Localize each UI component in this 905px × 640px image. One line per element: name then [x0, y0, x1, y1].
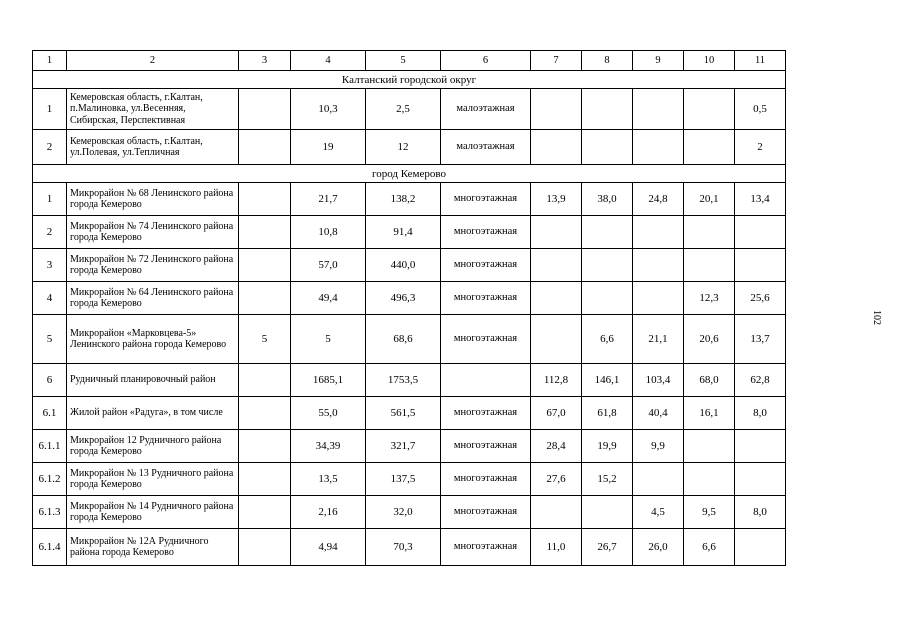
- table-cell-col-3: [239, 130, 291, 165]
- table-cell-col-5: 440,0: [366, 249, 441, 282]
- table-row: [33, 364, 786, 397]
- table-cell-col-8: [582, 89, 633, 130]
- table-cell-col-7: 11,0: [531, 529, 582, 566]
- table-cell-col-4: 21,7: [291, 183, 366, 216]
- table-cell-col-9: 4,5: [633, 496, 684, 529]
- table-cell-col-8: 146,1: [582, 364, 633, 397]
- table-cell-col-3: [239, 463, 291, 496]
- column-header-4: 4: [291, 51, 366, 71]
- table-cell-col-5: 91,4: [366, 216, 441, 249]
- location-name-cell: Микрорайон 12 Рудничного района города Кемерово: [67, 430, 239, 463]
- table-cell-col-7: 13,9: [531, 183, 582, 216]
- table-cell-col-7: 67,0: [531, 397, 582, 430]
- table-cell-col-9: 9,9: [633, 430, 684, 463]
- table-cell-col-5: 561,5: [366, 397, 441, 430]
- table-body: [33, 51, 786, 566]
- table-cell-col-7: [531, 130, 582, 165]
- table-cell-col-11: 13,7: [735, 315, 786, 364]
- table-cell-col-6: многоэтажная: [441, 315, 531, 364]
- table-cell-col-6: многоэтажная: [441, 430, 531, 463]
- table-row: [33, 430, 786, 463]
- table-cell-col-4: 34,39: [291, 430, 366, 463]
- row-number-cell: 5: [33, 315, 67, 364]
- table-cell-col-5: 137,5: [366, 463, 441, 496]
- table-cell-col-11: 25,6: [735, 282, 786, 315]
- table-cell-col-10: 68,0: [684, 364, 735, 397]
- table-row: [33, 130, 786, 165]
- table-cell-col-6: многоэтажная: [441, 529, 531, 566]
- table-cell-col-9: 40,4: [633, 397, 684, 430]
- table-cell-col-10: [684, 430, 735, 463]
- table-cell-col-6: многоэтажная: [441, 496, 531, 529]
- table-cell-col-9: 103,4: [633, 364, 684, 397]
- table-cell-col-6: многоэтажная: [441, 282, 531, 315]
- table-row: [33, 216, 786, 249]
- table-cell-col-10: [684, 130, 735, 165]
- table-cell-col-6: малоэтажная: [441, 130, 531, 165]
- table-cell-col-11: [735, 463, 786, 496]
- table-cell-col-6: многоэтажная: [441, 249, 531, 282]
- table-cell-col-7: 27,6: [531, 463, 582, 496]
- table-cell-col-8: 38,0: [582, 183, 633, 216]
- table-cell-col-11: [735, 216, 786, 249]
- data-table: [32, 50, 786, 566]
- table-cell-col-11: 2: [735, 130, 786, 165]
- row-number-cell: 6: [33, 364, 67, 397]
- row-number-cell: 6.1: [33, 397, 67, 430]
- table-cell-col-11: [735, 529, 786, 566]
- location-name-cell: Микрорайон № 72 Ленинского района города Кемерово: [67, 249, 239, 282]
- column-header-9: 9: [633, 51, 684, 71]
- table-cell-col-3: 5: [239, 315, 291, 364]
- table-cell-col-10: 20,6: [684, 315, 735, 364]
- table-cell-col-9: 24,8: [633, 183, 684, 216]
- table-cell-col-9: [633, 216, 684, 249]
- table-row: [33, 249, 786, 282]
- table-cell-col-3: [239, 397, 291, 430]
- table-row: [33, 315, 786, 364]
- location-name-cell: Микрорайон № 74 Ленинского района города Кемерово: [67, 216, 239, 249]
- table-row: [33, 89, 786, 130]
- table-cell-col-4: 10,8: [291, 216, 366, 249]
- row-number-cell: 6.1.3: [33, 496, 67, 529]
- table-cell-col-7: 28,4: [531, 430, 582, 463]
- row-number-cell: 1: [33, 183, 67, 216]
- table-cell-col-11: 8,0: [735, 496, 786, 529]
- table-row: [33, 397, 786, 430]
- row-number-cell: 1: [33, 89, 67, 130]
- table-cell-col-3: [239, 430, 291, 463]
- table-cell-col-4: 1685,1: [291, 364, 366, 397]
- section-header-row: [33, 71, 786, 89]
- table-cell-col-8: [582, 216, 633, 249]
- header-row: [33, 51, 786, 71]
- table-cell-col-6: [441, 364, 531, 397]
- table-cell-col-5: 32,0: [366, 496, 441, 529]
- table-cell-col-4: 19: [291, 130, 366, 165]
- column-header-7: 7: [531, 51, 582, 71]
- row-number-cell: 6.1.4: [33, 529, 67, 566]
- table-cell-col-10: 12,3: [684, 282, 735, 315]
- table-cell-col-4: 2,16: [291, 496, 366, 529]
- table-cell-col-9: [633, 249, 684, 282]
- table-cell-col-9: [633, 463, 684, 496]
- table-cell-col-8: 61,8: [582, 397, 633, 430]
- table-cell-col-7: [531, 216, 582, 249]
- table-cell-col-11: 8,0: [735, 397, 786, 430]
- table-cell-col-5: 68,6: [366, 315, 441, 364]
- location-name-cell: Микрорайон № 13 Рудничного района города Кемерово: [67, 463, 239, 496]
- table-cell-col-8: [582, 249, 633, 282]
- table-row: [33, 496, 786, 529]
- table-cell-col-3: [239, 216, 291, 249]
- location-name-cell: Микрорайон № 68 Ленинского района города Кемерово: [67, 183, 239, 216]
- table-cell-col-6: малоэтажная: [441, 89, 531, 130]
- table-cell-col-9: 21,1: [633, 315, 684, 364]
- table-cell-col-9: [633, 130, 684, 165]
- table-cell-col-3: [239, 249, 291, 282]
- table-cell-col-11: [735, 249, 786, 282]
- table-cell-col-10: [684, 249, 735, 282]
- table-row: [33, 463, 786, 496]
- column-header-5: 5: [366, 51, 441, 71]
- table-cell-col-8: [582, 130, 633, 165]
- location-name-cell: Рудничный планировочный район: [67, 364, 239, 397]
- table-cell-col-4: 55,0: [291, 397, 366, 430]
- table-cell-col-11: [735, 430, 786, 463]
- table-cell-col-7: [531, 496, 582, 529]
- table-cell-col-11: 62,8: [735, 364, 786, 397]
- table-cell-col-4: 4,94: [291, 529, 366, 566]
- row-number-cell: 6.1.2: [33, 463, 67, 496]
- table-cell-col-10: [684, 463, 735, 496]
- table-row: [33, 282, 786, 315]
- table-cell-col-5: 2,5: [366, 89, 441, 130]
- table-cell-col-5: 138,2: [366, 183, 441, 216]
- column-header-11: 11: [735, 51, 786, 71]
- table-cell-col-10: 6,6: [684, 529, 735, 566]
- column-header-8: 8: [582, 51, 633, 71]
- row-number-cell: 2: [33, 216, 67, 249]
- section-title: Калтанский городской округ: [33, 71, 786, 89]
- table-row: [33, 183, 786, 216]
- table-cell-col-5: 70,3: [366, 529, 441, 566]
- table-cell-col-5: 496,3: [366, 282, 441, 315]
- table-cell-col-7: [531, 315, 582, 364]
- location-name-cell: Микрорайон № 64 Ленинского района города Кемерово: [67, 282, 239, 315]
- table-cell-col-10: [684, 216, 735, 249]
- row-number-cell: 4: [33, 282, 67, 315]
- table-cell-col-3: [239, 364, 291, 397]
- table-cell-col-5: 1753,5: [366, 364, 441, 397]
- table-cell-col-7: [531, 249, 582, 282]
- table-cell-col-8: 26,7: [582, 529, 633, 566]
- table-cell-col-4: 49,4: [291, 282, 366, 315]
- location-name-cell: Кемеровская область, г.Калтан, ул.Полевая, ул.Тепличная: [67, 130, 239, 165]
- table-cell-col-8: [582, 282, 633, 315]
- table-cell-col-3: [239, 282, 291, 315]
- table-cell-col-11: 13,4: [735, 183, 786, 216]
- table-cell-col-9: [633, 282, 684, 315]
- table-cell-col-7: [531, 89, 582, 130]
- table-cell-col-6: многоэтажная: [441, 397, 531, 430]
- column-header-3: 3: [239, 51, 291, 71]
- table-cell-col-4: 10,3: [291, 89, 366, 130]
- table-cell-col-6: многоэтажная: [441, 463, 531, 496]
- location-name-cell: Микрорайон «Марковцева-5» Ленинского района города Кемерово: [67, 315, 239, 364]
- table-cell-col-10: 9,5: [684, 496, 735, 529]
- table-cell-col-10: [684, 89, 735, 130]
- page-number: 102: [871, 310, 882, 325]
- table-cell-col-5: 321,7: [366, 430, 441, 463]
- table-cell-col-8: [582, 496, 633, 529]
- row-number-cell: 3: [33, 249, 67, 282]
- location-name-cell: Микрорайон № 12А Рудничного района города Кемерово: [67, 529, 239, 566]
- table-cell-col-10: 16,1: [684, 397, 735, 430]
- table-cell-col-4: 5: [291, 315, 366, 364]
- table-cell-col-3: [239, 183, 291, 216]
- location-name-cell: Микрорайон № 14 Рудничного района города Кемерово: [67, 496, 239, 529]
- table-cell-col-3: [239, 529, 291, 566]
- column-header-10: 10: [684, 51, 735, 71]
- table-cell-col-5: 12: [366, 130, 441, 165]
- location-name-cell: Жилой район «Радуга», в том числе: [67, 397, 239, 430]
- table-cell-col-8: 15,2: [582, 463, 633, 496]
- column-header-1: 1: [33, 51, 67, 71]
- table-cell-col-7: 112,8: [531, 364, 582, 397]
- table-cell-col-7: [531, 282, 582, 315]
- section-header-row: [33, 165, 786, 183]
- table-cell-col-9: 26,0: [633, 529, 684, 566]
- table-cell-col-3: [239, 496, 291, 529]
- table-cell-col-8: 6,6: [582, 315, 633, 364]
- table-cell-col-8: 19,9: [582, 430, 633, 463]
- table-cell-col-3: [239, 89, 291, 130]
- table-cell-col-9: [633, 89, 684, 130]
- table-cell-col-11: 0,5: [735, 89, 786, 130]
- location-name-cell: Кемеровская область, г.Калтан, п.Малиновка, ул.Весенняя, Сибирская, Перспективная: [67, 89, 239, 130]
- table-cell-col-6: многоэтажная: [441, 216, 531, 249]
- row-number-cell: 6.1.1: [33, 430, 67, 463]
- table-row: [33, 529, 786, 566]
- column-header-2: 2: [67, 51, 239, 71]
- column-header-6: 6: [441, 51, 531, 71]
- section-title: город Кемерово: [33, 165, 786, 183]
- row-number-cell: 2: [33, 130, 67, 165]
- table-cell-col-6: многоэтажная: [441, 183, 531, 216]
- table-cell-col-10: 20,1: [684, 183, 735, 216]
- table-cell-col-4: 57,0: [291, 249, 366, 282]
- table-cell-col-4: 13,5: [291, 463, 366, 496]
